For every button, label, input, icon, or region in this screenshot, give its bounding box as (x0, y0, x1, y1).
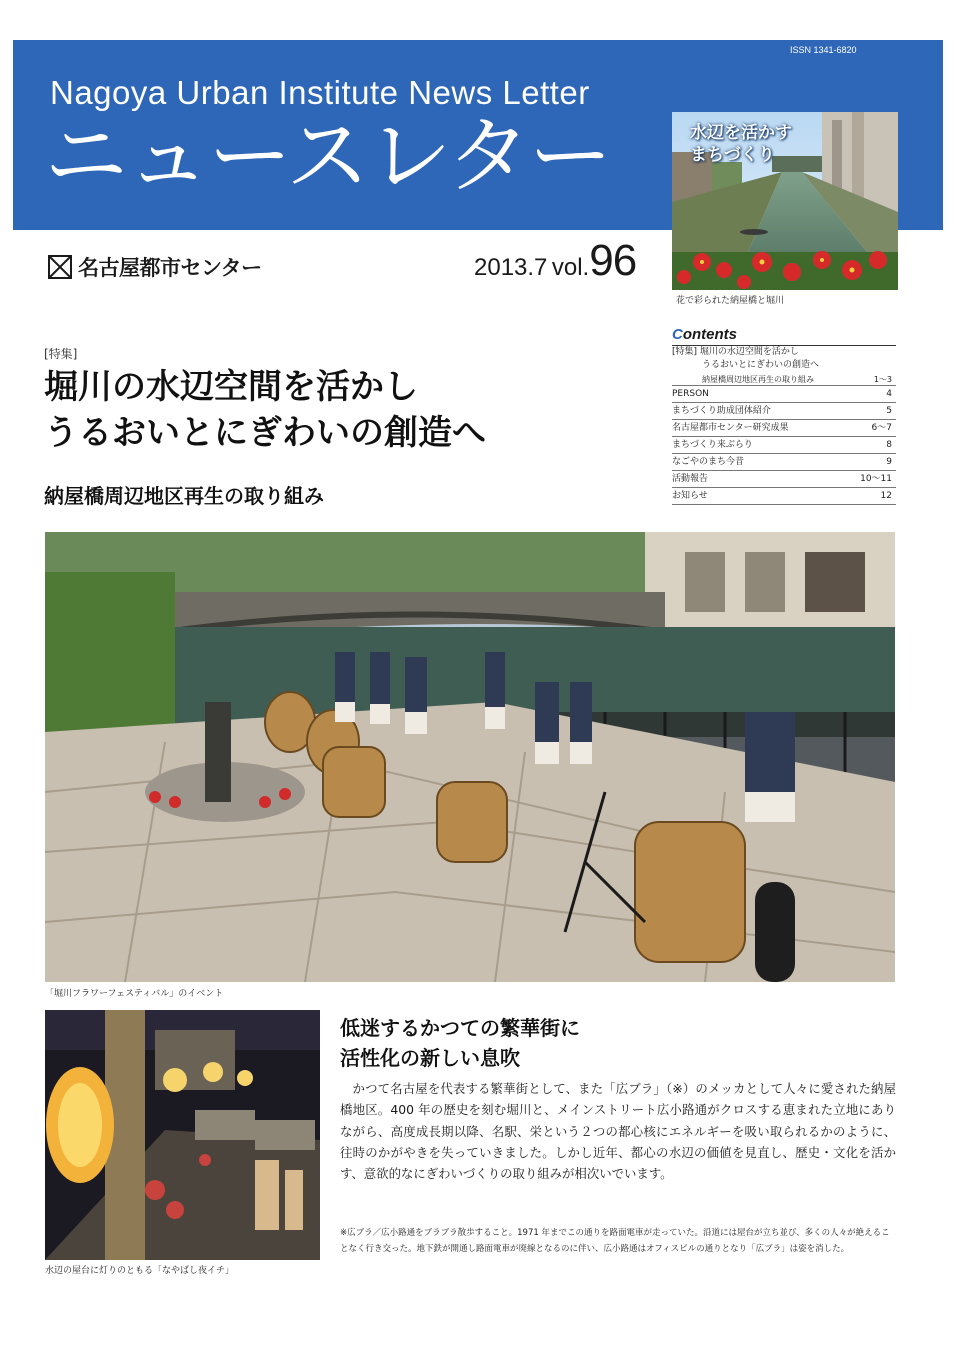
english-title: Nagoya Urban Institute News Letter (50, 74, 590, 111)
contents-feature-line1: [特集] 堀川の水辺空間を活かし (672, 347, 799, 357)
newsletter-title: ニュースレター (44, 107, 611, 205)
contents-item[interactable] (672, 420, 896, 437)
organization-logo-icon (48, 255, 72, 279)
festival-photo (45, 532, 895, 982)
headline-line2: うるおいとにぎわいの創造へ (44, 413, 486, 453)
issn-number: ISSN 1341-6820 (790, 45, 857, 55)
contents-feature-pages: 1～3 (873, 375, 892, 384)
cover-caption: 花で彩られた納屋橋と堀川 (676, 296, 785, 306)
contents-item-label: 名古屋都市センター研究成果 (672, 423, 789, 433)
cover-heading-line2: まちづくり (690, 145, 775, 165)
organization (48, 252, 262, 282)
contents-item-label: 活動報告 (672, 474, 709, 484)
contents-item-page: 9 (886, 457, 892, 467)
vol-label: vol. (551, 254, 590, 281)
organization-name: 名古屋都市センター (78, 256, 262, 280)
article-body: かつて名古屋を代表する繁華街として、また「広ブラ」（※）のメッカとして人々に愛された納屋橋地区。400 年の歴史を刻む堀川と、メインストリート広小路通がクロスする恵まれた立地にありながら、高度成長期以降、名駅、栄という２つの都心核にエネルギーを吸い取られるかのように、往時のかがやきを失っていきました。しかし近年、都心の水辺の価値を見直し、歴史・文化を活かす、意欲的なにぎわいづくりの取り組みが相次いでいます。 (340, 1081, 896, 1182)
article-heading-line2: 活性化の新しい息吹 (340, 1046, 520, 1070)
contents-item[interactable] (672, 488, 896, 505)
contents-item-label: まちづくり来ぶらり (672, 440, 753, 450)
contents-item-page: 6～7 (871, 423, 892, 433)
contents-item-page: 12 (880, 491, 892, 501)
contents-item[interactable] (672, 403, 896, 420)
feature-subhead: 納屋橋周辺地区再生の取り組み (44, 484, 324, 508)
article-heading (340, 1013, 580, 1073)
contents-item[interactable] (672, 437, 896, 454)
feature-tag: [特集] (44, 347, 78, 361)
contents-item-label: PERSON (672, 389, 709, 399)
contents-item[interactable] (672, 471, 896, 488)
contents-feature-row[interactable] (672, 346, 896, 386)
feature-headline (44, 364, 486, 456)
contents-item-label: まちづくり助成団体紹介 (672, 406, 771, 416)
contents-item-page: 4 (886, 389, 892, 399)
headline-line1: 堀川の水辺空間を活かし (44, 367, 418, 407)
contents-feature-line2: うるおいとにぎわいの創造へ (702, 360, 820, 370)
contents-feature-sub: 納屋橋周辺地区再生の取り組み (702, 375, 814, 384)
contents-item-label: なごやのまち今昔 (672, 457, 745, 467)
contents-item[interactable] (672, 386, 896, 403)
festival-caption: 「堀川フラワーフェスティバル」のイベント (45, 989, 224, 999)
night-market-photo (45, 1010, 320, 1260)
contents-item-page: 8 (886, 440, 892, 450)
issue-info (474, 236, 636, 286)
night-market-caption: 水辺の屋台に灯りのともる「なやばし夜イチ」 (45, 1266, 235, 1276)
contents-item-page: 10～11 (860, 474, 892, 484)
article-footnote: ※広ブラ／広小路通をブラブラ散歩すること。1971 年までこの通りを路面電車が走っていた。沿道には屋台が立ち並び、多くの人々が絶えることなく行き交った。地下鉄が開通し路面電車が廃線となるのに伴い、広小路通はオフィスビルの通りとなり「広ブラ」は姿を消した。 (340, 1228, 890, 1254)
issue-date: 2013.7 (474, 254, 548, 281)
contents-item[interactable] (672, 454, 896, 471)
cover-heading-line1: 水辺を活かす (690, 123, 792, 143)
vol-number: 96 (589, 236, 637, 285)
cover-heading (690, 122, 792, 166)
contents-item-page: 5 (886, 406, 892, 416)
table-of-contents (672, 326, 896, 505)
article-heading-line1: 低迷するかつての繁華街に (340, 1016, 580, 1040)
contents-item-label: お知らせ (672, 491, 708, 501)
contents-title: Contents (672, 326, 896, 346)
